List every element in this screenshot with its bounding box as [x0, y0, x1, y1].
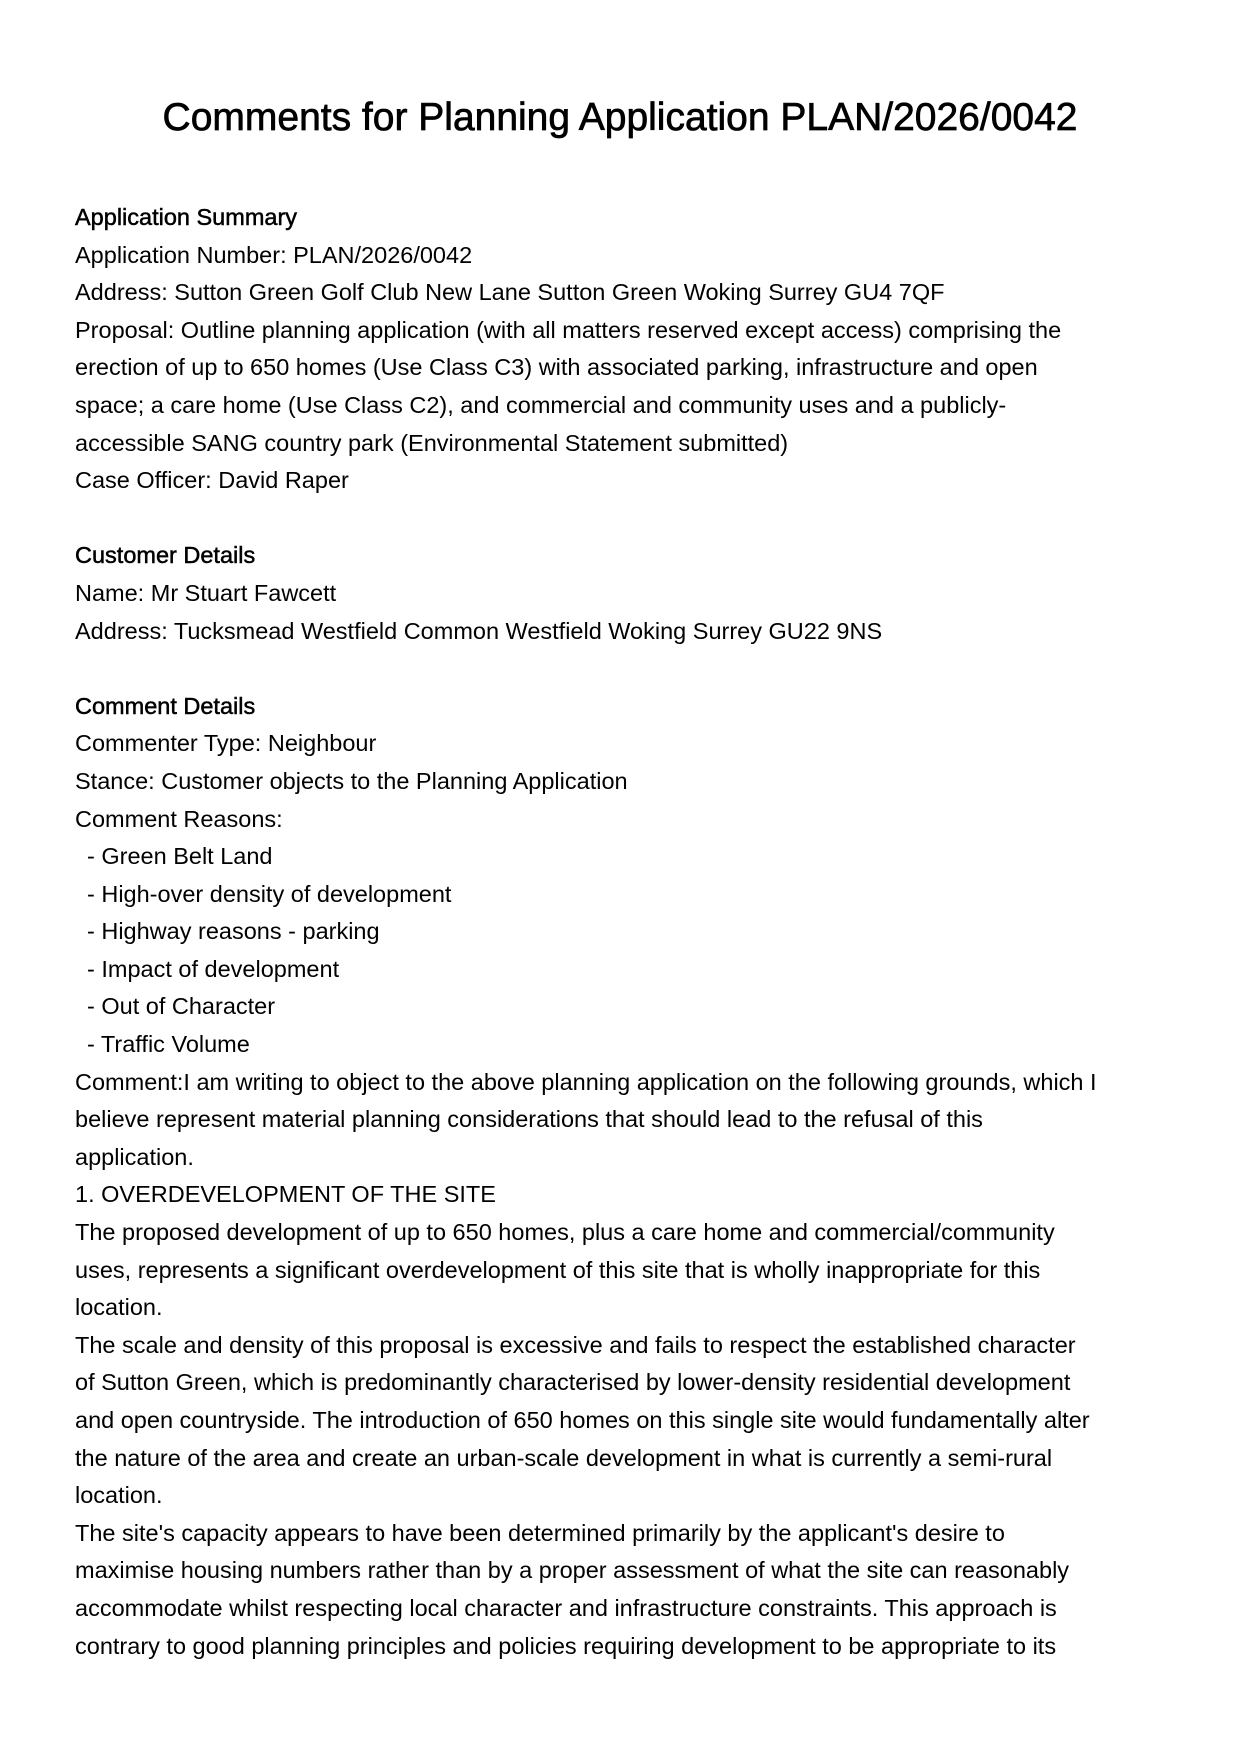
proposal-line: space; a care home (Use Class C2), and commercial and community uses and a publicly-	[75, 391, 1007, 418]
comment-reason-item: - Highway reasons - parking	[87, 918, 380, 945]
proposal-line: accessible SANG country park (Environmental Statement submitted)	[75, 429, 789, 456]
comment-line: The proposed development of up to 650 homes, plus a care home and commercial/community	[75, 1219, 1055, 1246]
section-spacer	[75, 500, 1185, 538]
comment-reason-item: - High-over density of development	[87, 880, 452, 907]
comment-details-section	[75, 688, 1185, 1665]
comment-details-heading: Comment Details	[75, 692, 256, 719]
comment-reason-item: - Green Belt Land	[87, 843, 273, 870]
comment-line: The scale and density of this proposal is excessive and fails to respect the established character	[75, 1331, 1076, 1358]
comment-line: accommodate whilst respecting local character and infrastructure constraints. This approach is	[75, 1594, 1057, 1621]
page-title: Comments for Planning Application PLAN/2026/0042	[162, 96, 1078, 139]
comment-text	[75, 1064, 1185, 1666]
comment-reasons-label: Comment Reasons:	[75, 805, 283, 832]
comment-line: of Sutton Green, which is predominantly characterised by lower-density residential development	[75, 1369, 1071, 1396]
section-heading-overdevelopment: 1. OVERDEVELOPMENT OF THE SITE	[75, 1181, 496, 1208]
comment-line: location.	[75, 1482, 163, 1509]
comment-reason-item: - Out of Character	[87, 993, 276, 1020]
application-summary-section	[75, 199, 1185, 500]
application-number: Application Number: PLAN/2026/0042	[75, 241, 473, 268]
comment-line: The site's capacity appears to have been determined primarily by the applicant's desire to	[75, 1519, 1005, 1546]
comment-line: believe represent material planning considerations that should lead to the refusal of this	[75, 1106, 983, 1133]
comment-line: the nature of the area and create an urban-scale development in what is currently a semi-rural	[75, 1444, 1053, 1471]
comment-line: application.	[75, 1143, 194, 1170]
customer-details-heading: Customer Details	[75, 542, 256, 569]
site-address: Address: Sutton Green Golf Club New Lane Sutton Green Woking Surrey GU4 7QF	[75, 279, 945, 306]
document-body	[75, 199, 1185, 1665]
proposal-line: Proposal: Outline planning application (with all matters reserved except access) comprising the	[75, 316, 1062, 343]
customer-name: Name: Mr Stuart Fawcett	[75, 579, 337, 606]
comment-line: and open countryside. The introduction of 650 homes on this single site would fundamentally alter	[75, 1407, 1090, 1433]
proposal-line: erection of up to 650 homes (Use Class C3) with associated parking, infrastructure and open	[75, 354, 1038, 381]
case-officer: Case Officer: David Raper	[75, 467, 349, 494]
customer-address: Address: Tucksmead Westfield Common Westfield Woking Surrey GU22 9NS	[75, 617, 883, 644]
comment-line: uses, represents a significant overdevelopment of this site that is wholly inappropriate for this	[75, 1256, 1041, 1283]
section-spacer	[75, 650, 1185, 688]
comment-line: maximise housing numbers rather than by a proper assessment of what the site can reasonably	[75, 1557, 1070, 1584]
comment-line: contrary to good planning principles and policies requiring development to be appropriate to its	[75, 1632, 1057, 1659]
commenter-type: Commenter Type: Neighbour	[75, 730, 377, 757]
comment-line: Comment:I am writing to object to the above planning application on the following grounds, which I	[75, 1068, 1097, 1095]
comment-line: location.	[75, 1294, 163, 1321]
comment-reason-item: - Impact of development	[87, 955, 340, 982]
application-summary-heading: Application Summary	[75, 204, 298, 230]
stance: Stance: Customer objects to the Planning Application	[75, 767, 628, 794]
customer-details-section	[75, 537, 1185, 650]
comment-reason-item: - Traffic Volume	[87, 1031, 250, 1058]
